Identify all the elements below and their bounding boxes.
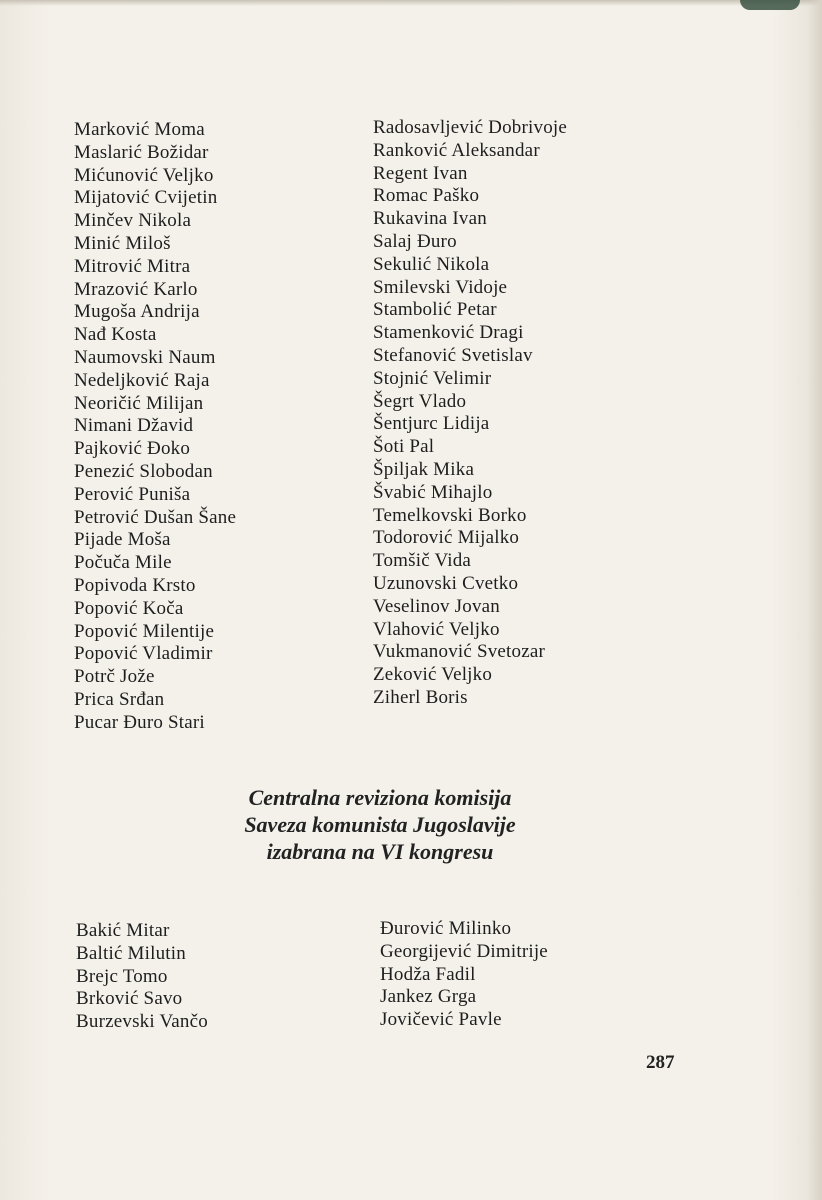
name-entry: Marković Moma bbox=[74, 119, 205, 140]
name-entry: Jovičević Pavle bbox=[380, 1009, 502, 1031]
name-entry: Mićunović Veljko bbox=[74, 164, 214, 186]
name-entry: Naumovski Naum bbox=[74, 346, 216, 368]
name-entry: Nimani Džavid bbox=[74, 415, 194, 437]
name-entry: Neoričić Milijan bbox=[74, 392, 204, 414]
name-entry: Brejc Tomo bbox=[76, 965, 168, 987]
name-entry: Minić Miloš bbox=[74, 232, 171, 254]
name-entry: Šoti Pal bbox=[373, 436, 435, 458]
name-list-column-2 bbox=[373, 117, 567, 710]
name-entry: Vlahović Veljko bbox=[373, 618, 500, 640]
name-entry: Popović Koča bbox=[74, 597, 184, 619]
name-entry: Šentjurc Lidija bbox=[373, 413, 490, 435]
name-entry: Sekulić Nikola bbox=[373, 253, 490, 275]
name-entry: Radosavljević Dobrivoje bbox=[373, 117, 568, 138]
name-entry: Burzevski Vančo bbox=[76, 1011, 208, 1033]
name-entry: Đurović Milinko bbox=[380, 918, 512, 939]
name-entry: Temelkovski Borko bbox=[373, 504, 527, 526]
name-entry: Bakić Mitar bbox=[76, 920, 170, 941]
page-top-edge bbox=[0, 0, 822, 6]
name-entry: Šegrt Vlado bbox=[373, 390, 467, 412]
section-heading bbox=[0, 784, 760, 865]
name-entry: Todorović Mijalko bbox=[373, 527, 520, 549]
name-entry: Baltić Milutin bbox=[76, 942, 186, 964]
name-entry: Švabić Mihajlo bbox=[373, 481, 493, 503]
name-list-column-4 bbox=[380, 918, 548, 1032]
name-entry: Mitrović Mitra bbox=[74, 255, 191, 277]
name-entry: Brković Savo bbox=[76, 988, 183, 1010]
name-entry: Zeković Veljko bbox=[373, 664, 493, 686]
name-entry: Minčev Nikola bbox=[74, 210, 192, 232]
name-entry: Vukmanović Svetozar bbox=[373, 641, 546, 663]
name-entry: Romac Paško bbox=[373, 185, 480, 207]
name-entry: Penezić Slobodan bbox=[74, 460, 213, 482]
name-entry: Georgijević Dimitrije bbox=[380, 940, 548, 962]
name-entry: Stamenković Dragi bbox=[373, 322, 524, 344]
name-entry: Mijatović Cvijetin bbox=[74, 187, 218, 209]
name-entry: Prica Srđan bbox=[74, 688, 165, 710]
name-entry: Mrazović Karlo bbox=[74, 278, 198, 300]
name-entry: Uzunovski Cvetko bbox=[373, 572, 519, 594]
heading-line-3: izabrana na VI kongresu bbox=[266, 839, 494, 864]
name-entry: Veselinov Jovan bbox=[373, 595, 501, 617]
page-number: 287 bbox=[646, 1052, 675, 1073]
name-entry: Špiljak Mika bbox=[373, 458, 475, 480]
name-entry: Nedeljković Raja bbox=[74, 369, 210, 391]
name-entry: Počuča Mile bbox=[74, 552, 172, 574]
name-list-column-3 bbox=[76, 920, 208, 1034]
name-entry: Popović Milentije bbox=[74, 620, 215, 642]
heading-line-1: Centralna reviziona komisija bbox=[248, 785, 512, 810]
name-entry: Stojnić Velimir bbox=[373, 367, 492, 389]
cover-corner-decoration bbox=[740, 0, 800, 10]
name-entry: Pucar Đuro Stari bbox=[74, 711, 205, 733]
name-entry: Regent Ivan bbox=[373, 162, 468, 184]
name-entry: Smilevski Vidoje bbox=[373, 276, 508, 298]
name-entry: Stambolić Petar bbox=[373, 299, 497, 321]
name-entry: Jankez Grga bbox=[380, 986, 477, 1008]
name-entry: Popović Vladimir bbox=[74, 643, 213, 665]
name-entry: Potrč Jože bbox=[74, 666, 155, 688]
name-entry: Popivoda Krsto bbox=[74, 574, 196, 596]
name-entry: Tomšič Vida bbox=[373, 550, 472, 572]
name-entry: Hodža Fadil bbox=[380, 963, 476, 985]
name-entry: Mugoša Andrija bbox=[74, 301, 200, 323]
name-list-column-1 bbox=[74, 119, 236, 735]
name-entry: Pajković Đoko bbox=[74, 438, 191, 460]
name-entry: Pijade Moša bbox=[74, 529, 171, 551]
name-entry: Stefanović Svetislav bbox=[373, 344, 533, 366]
name-entry: Perović Puniša bbox=[74, 483, 191, 505]
name-entry: Ziherl Boris bbox=[373, 686, 468, 708]
name-entry: Petrović Dušan Šane bbox=[74, 506, 237, 528]
name-entry: Maslarić Božidar bbox=[74, 141, 209, 163]
name-entry: Nađ Kosta bbox=[74, 324, 157, 346]
page-right-edge bbox=[808, 0, 822, 1200]
name-entry: Ranković Aleksandar bbox=[373, 139, 540, 161]
name-entry: Salaj Đuro bbox=[373, 230, 457, 252]
name-entry: Rukavina Ivan bbox=[373, 208, 487, 230]
heading-line-2: Saveza komunista Jugoslavije bbox=[244, 812, 516, 837]
